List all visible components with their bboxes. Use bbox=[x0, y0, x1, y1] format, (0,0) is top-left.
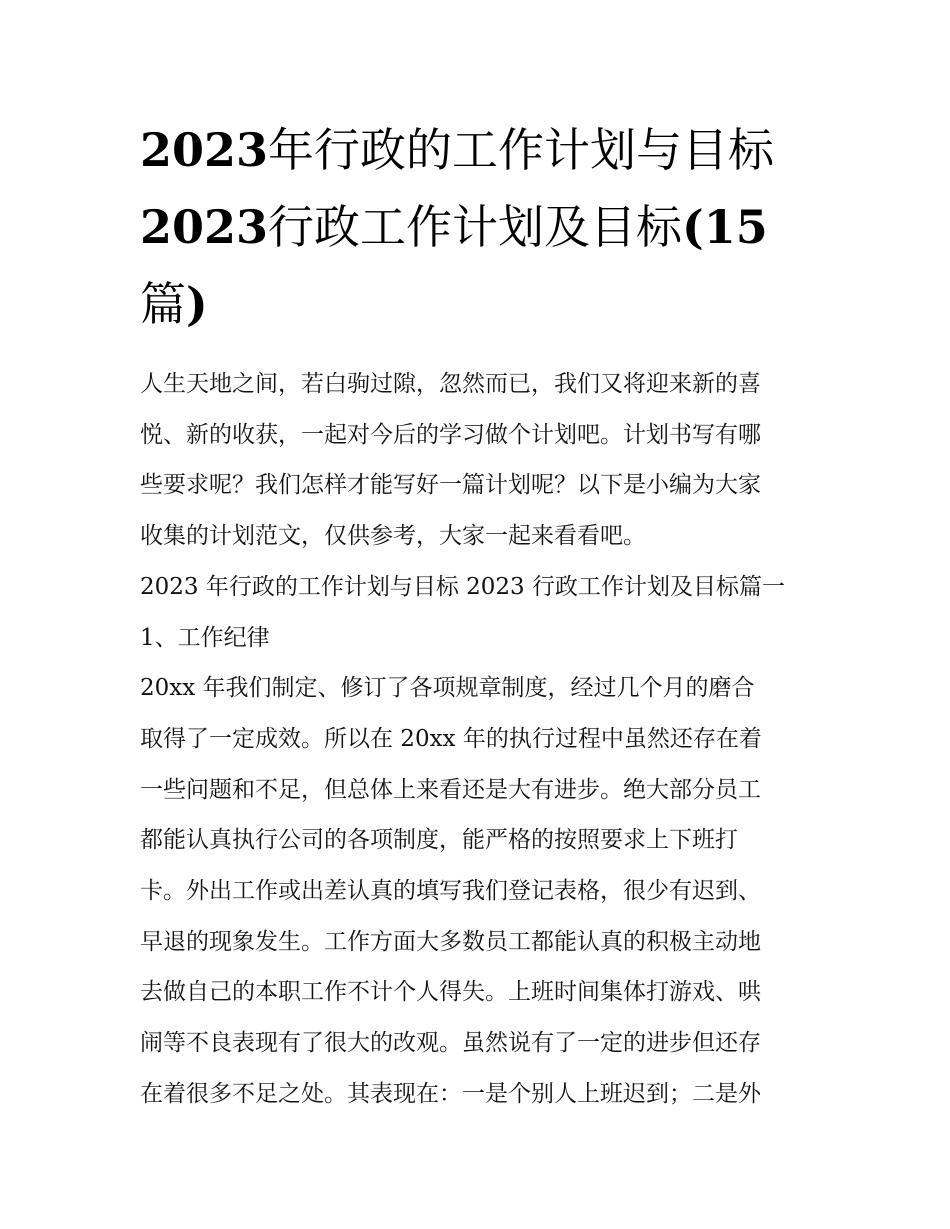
text-line: 些要求呢？我们怎样才能写好一篇计划呢？以下是小编为大家 bbox=[140, 472, 761, 499]
text-line: 收集的计划范文，仅供参考，大家一起来看看吧。 bbox=[140, 523, 646, 550]
text-line: 悦、新的收获，一起对今后的学习做个计划吧。计划书写有哪 bbox=[140, 421, 761, 448]
body-paragraph bbox=[140, 663, 820, 1119]
title-text: 年行政的工作计划与目标 bbox=[268, 123, 775, 177]
title-count: (15 bbox=[682, 200, 768, 254]
title-text: 行政工作计划及目标 bbox=[268, 200, 683, 254]
subheading bbox=[140, 613, 820, 664]
text-line: 卡。外出工作或出差认真的填写我们登记表格，很少有迟到、 bbox=[140, 878, 761, 905]
title-line-3 bbox=[140, 266, 820, 343]
section-heading-text: 2023 年行政的工作计划与目标 2023 行政工作计划及目标篇一 bbox=[140, 573, 785, 600]
text-line: 都能认真执行公司的各项制度，能严格的按照要求上下班打 bbox=[140, 827, 738, 854]
title-paren: ) bbox=[186, 277, 208, 331]
title-line-1 bbox=[140, 112, 820, 189]
text-line: 人生天地之间，若白驹过隙，忽然而已，我们又将迎来新的喜 bbox=[140, 371, 761, 397]
document-content bbox=[140, 112, 820, 1120]
text-line: 一些问题和不足，但总体上来看还是大有进步。绝大部分员工 bbox=[140, 776, 761, 803]
document-title bbox=[140, 112, 820, 343]
text-line: 在着很多不足之处。其表现在：一是个别人上班迟到；二是外 bbox=[140, 1080, 761, 1107]
text-line: 取得了一定成效。所以在 20xx 年的执行过程中虽然还存在着 bbox=[140, 725, 762, 752]
text-line: 去做自己的本职工作不计个人得失。上班时间集体打游戏、哄 bbox=[140, 979, 761, 1006]
text-line: 20xx 年我们制定、修订了各项规章制度，经过几个月的磨合 bbox=[140, 675, 755, 702]
text-line: 闹等不良表现有了很大的改观。虽然说有了一定的进步但还存 bbox=[140, 1030, 761, 1057]
text-line: 早退的现象发生。工作方面大多数员工都能认真的积极主动地 bbox=[140, 928, 761, 955]
title-text: 篇 bbox=[140, 277, 186, 331]
subheading-text: 1、工作纪律 bbox=[140, 624, 270, 651]
title-line-2 bbox=[140, 189, 820, 266]
section-heading bbox=[140, 562, 820, 613]
title-year: 2023 bbox=[140, 200, 269, 254]
title-year: 2023 bbox=[140, 123, 269, 177]
intro-paragraph bbox=[140, 359, 820, 562]
